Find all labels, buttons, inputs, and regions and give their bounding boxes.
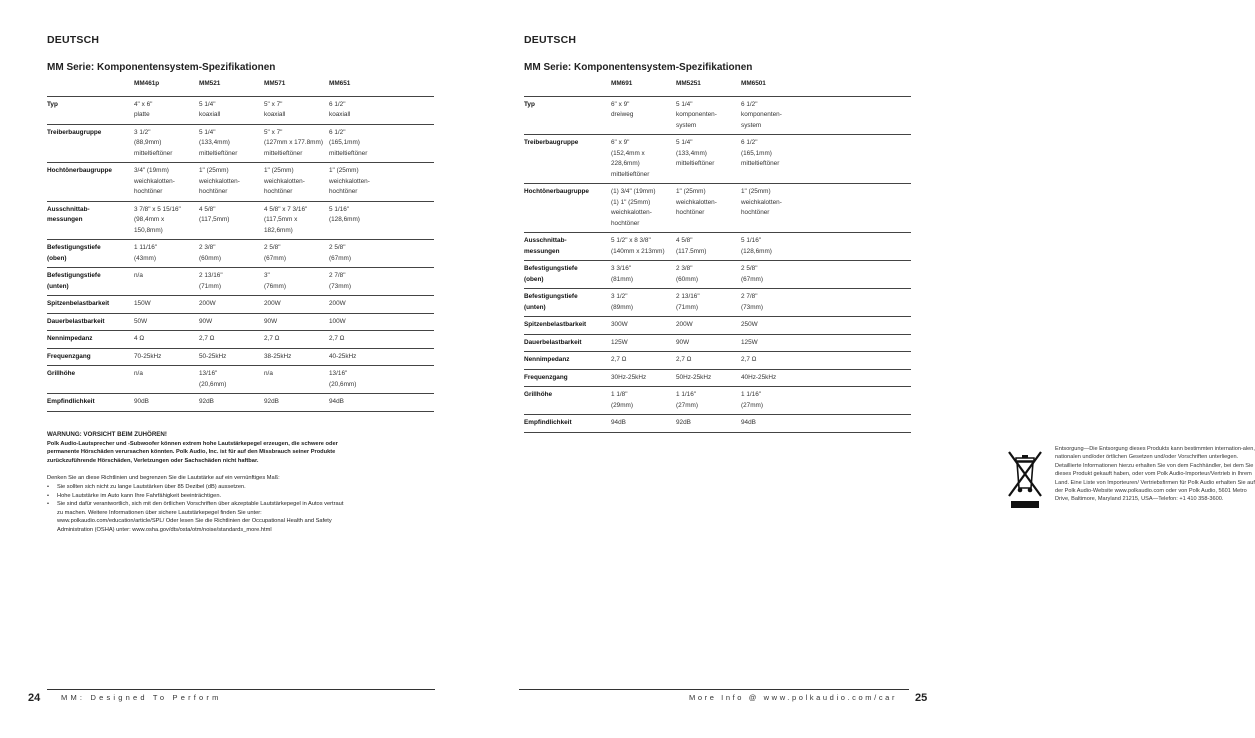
warning-intro: Denken Sie an diese Richtlinien und begrenzen Sie die Lautstärke auf ein vernünftiges Maß:: [47, 475, 280, 482]
table-cell: 1 1/16" (27mm): [676, 387, 741, 415]
table-cell: 94dB: [329, 394, 434, 412]
table-row: [524, 135, 911, 184]
column-header-empty: [47, 79, 134, 96]
table-cell: 92dB: [199, 394, 264, 412]
table-row: [47, 163, 434, 202]
table-row: [524, 352, 911, 370]
table-cell: 13/16" (20,6mm): [329, 366, 434, 394]
table-cell: 5 1/4" koaxiall: [199, 96, 264, 124]
table-cell: 4 5/8" (117,5mm): [199, 201, 264, 240]
table-cell: 4 5/8" (117.5mm): [676, 233, 741, 261]
row-label: Befestigungstiefe (unten): [524, 289, 611, 317]
table-row: [47, 240, 434, 268]
table-cell: 2 7/8" (73mm): [329, 268, 434, 296]
table-cell: 90dB: [134, 394, 199, 412]
column-header-model: MM571: [264, 80, 286, 87]
table-cell: 2,7 Ω: [676, 352, 741, 370]
table-cell: 2 5/8" (67mm): [264, 240, 329, 268]
warning-bullet: • Hohe Lautstärke im Auto kann Ihre Fahrfähigkeit beeinträchtigen.: [57, 492, 347, 501]
table-row: [524, 369, 911, 387]
table-row: [47, 201, 434, 240]
column-header-model: MM6501: [741, 80, 766, 87]
row-label: Typ: [524, 96, 611, 135]
table-cell: 200W: [329, 296, 434, 314]
row-label: Typ: [47, 96, 134, 124]
table-row: [47, 394, 434, 412]
table-row: [524, 334, 911, 352]
table-cell: 5" x 7" (127mm x 177.8mm) mitteltieftöner: [264, 124, 329, 163]
disposal-text: Entsorgung—Die Entsorgung dieses Produkts kann bestimmten internation-alen, nationalen und/oder örtlichen Gesetzen und/oder Vorschriften unterliegen. Detaillierte Informationen hierzu erhalten Sie von dem Fachhändler, bei dem Sie dieses Produkt gekauft haben, oder vom Polk Audio-Importeur/Vertrieb in Ihrem Land. Eine Liste von Importeuren/ Vertriebsfirmen für Polk Audio erhalten Sie auf der Polk Audio-Website www.polkaudio.com oder von Polk Audio, 5601 Metro Drive, Baltimore, Maryland 21215, USA—Telefon: +1 410 358-3600.: [1055, 446, 1255, 503]
row-label: Empfindlichkeit: [524, 415, 611, 433]
table-cell: 92dB: [264, 394, 329, 412]
table-row: [47, 124, 434, 163]
page-number: 25: [915, 692, 928, 704]
table-row: [47, 313, 434, 331]
table-cell: 1" (25mm) weichkalotten- hochtöner: [199, 163, 264, 202]
table-cell: 92dB: [676, 415, 741, 433]
table-cell: 1" (25mm) weichkalotten- hochtöner: [329, 163, 434, 202]
table-cell: 1 11/16" (43mm): [134, 240, 199, 268]
warning-bullet: • Sie sollten sich nicht zu lange Lautstärken über 85 Dezibel (dB) aussetzen.: [57, 483, 347, 492]
table-cell: 5 1/4" (133,4mm) mitteltieftöner: [199, 124, 264, 163]
row-label: Frequenzgang: [524, 369, 611, 387]
warning-block: [47, 431, 347, 535]
table-cell: 5" x 7" koaxiall: [264, 96, 329, 124]
table-header-row: [47, 79, 434, 96]
row-label: Treiberbaugruppe: [524, 135, 611, 184]
table-cell: 50Hz-25kHz: [676, 369, 741, 387]
table-cell: 94dB: [611, 415, 676, 433]
row-label: Befestigungstiefe (oben): [524, 261, 611, 289]
table-cell: 5 1/4" (133,4mm) mitteltieftöner: [676, 135, 741, 184]
table-cell: 2 3/8" (60mm): [199, 240, 264, 268]
page-number: 24: [28, 692, 41, 704]
table-cell: 2,7 Ω: [329, 331, 434, 349]
row-label: Dauerbelastbarkeit: [47, 313, 134, 331]
table-row: [47, 268, 434, 296]
footer-text: More Info @ www.polkaudio.com/car: [689, 693, 898, 702]
row-label: Ausschnittab- messungen: [524, 233, 611, 261]
row-label: Nennimpedanz: [524, 352, 611, 370]
table-cell: 2 5/8" (67mm): [329, 240, 434, 268]
table-cell: 2 13/16" (71mm): [199, 268, 264, 296]
spec-table: [524, 79, 911, 433]
table-cell: 200W: [199, 296, 264, 314]
table-row: [524, 233, 911, 261]
row-label: Grillhöhe: [524, 387, 611, 415]
warning-title: WARNUNG: VORSICHT BEIM ZUHÖREN!: [47, 431, 167, 438]
table-cell: (1) 3/4" (19mm) (1) 1" (25mm) weichkalotten- hochtöner: [611, 184, 676, 233]
table-cell: 1" (25mm) weichkalotten- hochtöner: [676, 184, 741, 233]
row-label: Frequenzgang: [47, 348, 134, 366]
table-cell: 1" (25mm) weichkalotten- hochtöner: [741, 184, 911, 233]
row-label: Befestigungstiefe (oben): [47, 240, 134, 268]
weee-crossed-bin-icon: [1005, 448, 1045, 512]
table-cell: 13/16" (20,6mm): [199, 366, 264, 394]
warning-bullet: • Sie sind dafür verantwortlich, sich mit den örtlichen Vorschriften über akzeptable Lautstärkepegel in Autos vertraut zu machen. Weitere Informationen über sichere Lautstärkepegel finden Sie unter: www.polkaudio.com/education/article/SPL/ Oder lesen Sie die Richtlinien der Occupational Health and Safety Administration (OSHA) unter: www.osha.gov/dts/osta/otm/noise/standards_more.html: [57, 500, 347, 534]
table-cell: 150W: [134, 296, 199, 314]
row-label: Befestigungstiefe (unten): [47, 268, 134, 296]
column-header-model: MM691: [611, 80, 633, 87]
table-cell: 38-25kHz: [264, 348, 329, 366]
table-cell: 1" (25mm) weichkalotten- hochtöner: [264, 163, 329, 202]
warning-list: [47, 483, 347, 535]
table-cell: 1 1/8" (29mm): [611, 387, 676, 415]
column-header-empty: [524, 79, 611, 96]
table-row: [47, 348, 434, 366]
table-cell: 40-25kHz: [329, 348, 434, 366]
table-cell: 5 1/16" (128,6mm): [741, 233, 911, 261]
table-cell: 4 Ω: [134, 331, 199, 349]
table-cell: 6" x 9" dreiweg: [611, 96, 676, 135]
table-row: [524, 415, 911, 433]
row-label: Grillhöhe: [47, 366, 134, 394]
row-label: Hochtönerbaugruppe: [47, 163, 134, 202]
table-cell: 3" (76mm): [264, 268, 329, 296]
table-cell: 3 1/2" (89mm): [611, 289, 676, 317]
table-cell: n/a: [134, 268, 199, 296]
table-cell: 5 1/16" (128,6mm): [329, 201, 434, 240]
row-label: Nennimpedanz: [47, 331, 134, 349]
row-label: Empfindlichkeit: [47, 394, 134, 412]
right-page: [477, 0, 1255, 738]
table-cell: 200W: [264, 296, 329, 314]
table-cell: 6" x 9" (152,4mm x 228,6mm) mitteltieftöner: [611, 135, 676, 184]
table-cell: 3 7/8" x 5 15/16" (98,4mm x 150,8mm): [134, 201, 199, 240]
table-row: [47, 96, 434, 124]
row-label: Dauerbelastbarkeit: [524, 334, 611, 352]
table-cell: 3 1/2" (88,9mm) mitteltieftöner: [134, 124, 199, 163]
table-row: [524, 184, 911, 233]
table-cell: 2 3/8" (60mm): [676, 261, 741, 289]
table-cell: n/a: [264, 366, 329, 394]
row-label: Hochtönerbaugruppe: [524, 184, 611, 233]
footer-text: MM: Designed To Perform: [61, 693, 222, 702]
table-cell: 90W: [676, 334, 741, 352]
row-label: Spitzenbelastbarkeit: [47, 296, 134, 314]
table-row: [47, 331, 434, 349]
table-cell: 2 5/8" (67mm): [741, 261, 911, 289]
table-cell: 4" x 6" platte: [134, 96, 199, 124]
table-row: [524, 96, 911, 135]
section-title: MM Serie: Komponentensystem-Spezifikationen: [47, 62, 276, 73]
table-cell: 125W: [741, 334, 911, 352]
table-row: [524, 261, 911, 289]
table-cell: 250W: [741, 317, 911, 335]
table-cell: 200W: [676, 317, 741, 335]
table-cell: 2,7 Ω: [199, 331, 264, 349]
language-heading: DEUTSCH: [524, 34, 577, 46]
table-cell: 40Hz-25kHz: [741, 369, 911, 387]
table-cell: 125W: [611, 334, 676, 352]
spec-table: [47, 79, 434, 412]
table-cell: 6 1/2" (165,1mm) mitteltieftöner: [741, 135, 911, 184]
table-cell: 2,7 Ω: [611, 352, 676, 370]
left-page: [0, 0, 477, 738]
table-cell: 30Hz-25kHz: [611, 369, 676, 387]
table-cell: 3/4" (19mm) weichkalotten- hochtöner: [134, 163, 199, 202]
table-cell: 2 7/8" (73mm): [741, 289, 911, 317]
table-cell: 2,7 Ω: [264, 331, 329, 349]
row-label: Treiberbaugruppe: [47, 124, 134, 163]
table-cell: 94dB: [741, 415, 911, 433]
language-heading: DEUTSCH: [47, 34, 100, 46]
table-cell: 6 1/2" koaxiall: [329, 96, 434, 124]
table-row: [524, 387, 911, 415]
table-cell: 50-25kHz: [199, 348, 264, 366]
table-cell: 4 5/8" x 7 3/16" (117,5mm x 182,6mm): [264, 201, 329, 240]
table-cell: 5 1/2" x 8 3/8" (140mm x 213mm): [611, 233, 676, 261]
table-cell: 70-25kHz: [134, 348, 199, 366]
table-cell: 50W: [134, 313, 199, 331]
row-label: Spitzenbelastbarkeit: [524, 317, 611, 335]
column-header-model: MM461p: [134, 80, 160, 87]
table-cell: 90W: [199, 313, 264, 331]
table-cell: n/a: [134, 366, 199, 394]
table-row: [524, 317, 911, 335]
table-cell: 1 1/16" (27mm): [741, 387, 911, 415]
table-cell: 90W: [264, 313, 329, 331]
section-title: MM Serie: Komponentensystem-Spezifikationen: [524, 62, 753, 73]
table-cell: 2,7 Ω: [741, 352, 911, 370]
warning-bold-text: Polk Audio-Lautsprecher und -Subwoofer können extrem hohe Lautstärkepegel erzeugen, die schwere oder permanente Hörschäden verursachen könnten. Polk Audio, Inc. ist für auf den Missbrauch seiner Produkte zurückzuführende Hörschäden, Verletzungen oder Sachschäden nicht haftbar.: [47, 440, 338, 464]
row-label: Ausschnittab- messungen: [47, 201, 134, 240]
column-header-model: MM521: [199, 80, 221, 87]
table-cell: 6 1/2" komponenten- system: [741, 96, 911, 135]
column-header-model: MM5251: [676, 80, 701, 87]
table-cell: 100W: [329, 313, 434, 331]
table-cell: 2 13/16" (71mm): [676, 289, 741, 317]
table-header-row: [524, 79, 911, 96]
table-row: [524, 289, 911, 317]
table-cell: 3 3/16" (81mm): [611, 261, 676, 289]
table-cell: 300W: [611, 317, 676, 335]
column-header-model: MM651: [329, 80, 351, 87]
table-row: [47, 296, 434, 314]
table-row: [47, 366, 434, 394]
table-cell: 6 1/2" (165,1mm) mitteltieftöner: [329, 124, 434, 163]
table-cell: 5 1/4" komponenten- system: [676, 96, 741, 135]
